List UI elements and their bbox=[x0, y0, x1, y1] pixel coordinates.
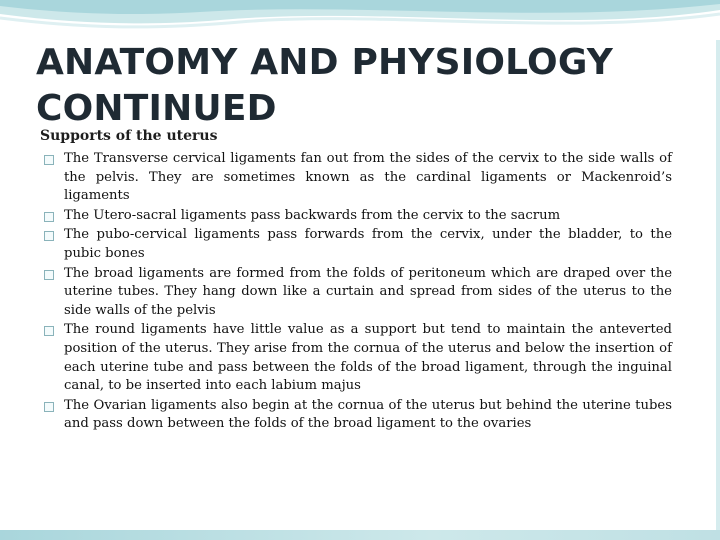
bullet-item bbox=[44, 150, 672, 206]
bullet-item bbox=[44, 397, 672, 434]
slide-subtitle: Supports of the uterus bbox=[40, 128, 218, 144]
bullet-list bbox=[44, 150, 672, 435]
right-edge-decoration bbox=[716, 40, 720, 540]
bullet-text: The Utero-sacral ligaments pass backwards from the cervix to the sacrum bbox=[64, 207, 561, 223]
bullet-item bbox=[44, 207, 672, 226]
box-bullet-icon bbox=[44, 212, 54, 222]
box-bullet-icon bbox=[44, 402, 54, 412]
bottom-bar-decoration bbox=[0, 530, 720, 540]
box-bullet-icon bbox=[44, 231, 54, 241]
box-bullet-icon bbox=[44, 155, 54, 165]
box-bullet-icon bbox=[44, 326, 54, 336]
bullet-item bbox=[44, 265, 672, 321]
box-bullet-icon bbox=[44, 270, 54, 280]
bullet-text: The broad ligaments are formed from the folds of peritoneum which are draped over the uterine tubes. They hang down like a curtain and spread from sides of the uterus to the side walls of the pelvis bbox=[64, 265, 672, 318]
bullet-text: The round ligaments have little value as a support but tend to maintain the anteverted position of the uterus. They arise from the cornua of the uterus and below the insertion of each uterine tube and pass between the folds of the broad ligament, through the inguinal canal, to be inserted into each labium majus bbox=[64, 322, 672, 394]
bullet-text: The Transverse cervical ligaments fan out from the sides of the cervix to the side walls of the pelvis. They are sometimes known as the cardinal ligaments or Mackenroid’s ligaments bbox=[64, 151, 672, 204]
bullet-text: The Ovarian ligaments also begin at the cornua of the uterus but behind the uterine tubes and pass down between the folds of the broad ligament to the ovaries bbox=[64, 397, 672, 432]
slide-title: ANATOMY AND PHYSIOLOGY CONTINUED bbox=[36, 42, 614, 129]
bullet-item bbox=[44, 321, 672, 395]
bullet-item bbox=[44, 226, 672, 263]
bullet-text: The pubo-cervical ligaments pass forwards from the cervix, under the bladder, to the pubic bones bbox=[64, 227, 672, 261]
